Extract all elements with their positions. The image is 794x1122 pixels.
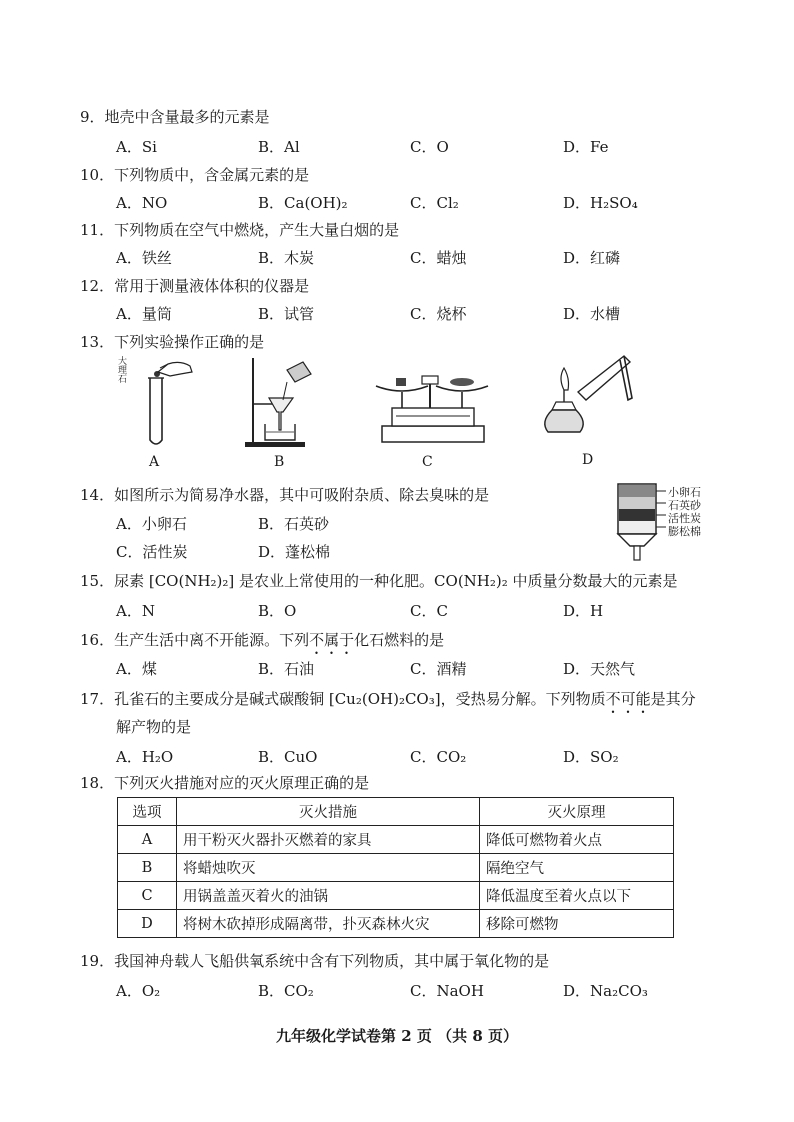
q12-option-a[interactable]: A．量筒: [116, 305, 172, 323]
question-18-stem: 18．下列灭火措施对应的灭火原理正确的是: [80, 774, 370, 792]
figure-a-test-tube: [120, 356, 200, 451]
q19-option-b[interactable]: B．CO₂: [258, 982, 314, 1000]
q16-option-d[interactable]: D．天然气: [563, 660, 636, 678]
q16-stem-post: 化石燃料的是: [354, 631, 445, 649]
q14-option-a[interactable]: A．小卵石: [116, 515, 187, 533]
q14-option-d[interactable]: D．蓬松棉: [258, 543, 331, 561]
question-9-stem: 9．地壳中含量最多的元素是: [80, 108, 270, 126]
figure-label-b: B: [274, 454, 285, 470]
q15-option-b[interactable]: B．O: [258, 602, 297, 620]
q12-option-b[interactable]: B．试管: [258, 305, 315, 323]
q15-option-a[interactable]: A．N: [116, 602, 155, 620]
table-cell-option: A: [118, 826, 177, 854]
table-row: [118, 826, 674, 854]
figure-b-filtration: [243, 352, 323, 452]
table-cell-measure: 将树木砍掉形成隔离带，扑灭森林火灾: [177, 910, 480, 938]
q17-option-c[interactable]: C．CO₂: [410, 748, 467, 766]
figure-label-c: C: [422, 454, 433, 470]
q11-option-b[interactable]: B．木炭: [258, 249, 315, 267]
q10-option-d[interactable]: D．H₂SO₄: [563, 194, 638, 212]
question-11-stem: 11．下列物质在空气中燃烧，产生大量白烟的是: [80, 221, 400, 239]
q11-option-d[interactable]: D．红磷: [563, 249, 621, 267]
q17-option-b[interactable]: B．CuO: [258, 748, 318, 766]
table-cell-option: D: [118, 910, 177, 938]
purifier-label-pebble: 小卵石: [668, 486, 701, 499]
table-cell-measure: 用锅盖盖灭着火的油锅: [177, 882, 480, 910]
q17-stem-emphasis: 不可能: [605, 690, 651, 708]
question-10-stem: 10．下列物质中，含金属元素的是: [80, 166, 310, 184]
q14-option-b[interactable]: B．石英砂: [258, 515, 330, 533]
q15-option-c[interactable]: C．C: [410, 602, 448, 620]
q19-option-c[interactable]: C．NaOH: [410, 982, 484, 1000]
figure-a-marble-label: 大理石: [116, 356, 126, 383]
q16-stem-pre: 16．生产生活中离不开能源。下列: [80, 631, 310, 649]
table-cell-principle: 隔绝空气: [480, 854, 674, 882]
figure-label-a: A: [149, 454, 160, 470]
q10-option-b[interactable]: B．Ca(OH)₂: [258, 194, 348, 212]
q19-option-a[interactable]: A．O₂: [116, 982, 161, 1000]
fire-extinguishing-table: [117, 797, 674, 938]
question-14-stem: 14．如图所示为简易净水器，其中可吸附杂质、除去臭味的是: [80, 486, 490, 504]
table-cell-measure: 用干粉灭火器扑灭燃着的家具: [177, 826, 480, 854]
table-header-measure: 灭火措施: [177, 798, 480, 826]
table-row: [118, 910, 674, 938]
q16-option-c[interactable]: C．酒精: [410, 660, 467, 678]
q9-option-d[interactable]: D．Fe: [563, 138, 609, 156]
table-row: [118, 882, 674, 910]
question-13-stem: 13．下列实验操作正确的是: [80, 333, 265, 351]
page-footer: 九年级化学试卷第 2 页 （共 8 页）: [276, 1027, 518, 1045]
q16-option-b[interactable]: B．石油: [258, 660, 315, 678]
table-header-option: 选项: [118, 798, 177, 826]
table-cell-option: B: [118, 854, 177, 882]
q9-option-b[interactable]: B．Al: [258, 138, 300, 156]
figure-d-alcohol-lamp: [538, 348, 633, 448]
table-row: [118, 854, 674, 882]
question-12-stem: 12．常用于测量液体体积的仪器是: [80, 277, 310, 295]
q17-option-d[interactable]: D．SO₂: [563, 748, 619, 766]
q12-option-c[interactable]: C．烧杯: [410, 305, 467, 323]
table-cell-measure: 将蜡烛吹灭: [177, 854, 480, 882]
q14-option-c[interactable]: C．活性炭: [116, 543, 188, 561]
q19-option-d[interactable]: D．Na₂CO₃: [563, 982, 648, 1000]
q16-stem-emphasis: 不属于: [309, 631, 355, 649]
q17-stem-pre: 17．孔雀石的主要成分是碱式碳酸铜 [Cu₂(OH)₂CO₃]，受热易分解。下列物质: [80, 690, 606, 708]
purifier-label-cotton: 膨松棉: [668, 525, 701, 538]
q9-option-c[interactable]: C．O: [410, 138, 449, 156]
q15-option-d[interactable]: D．H: [563, 602, 604, 620]
table-cell-option: C: [118, 882, 177, 910]
q17-option-a[interactable]: A．H₂O: [116, 748, 174, 766]
table-cell-principle: 降低可燃物着火点: [480, 826, 674, 854]
figure-c-balance: [370, 368, 495, 448]
q16-option-a[interactable]: A．煤: [116, 660, 157, 678]
q11-option-a[interactable]: A．铁丝: [116, 249, 172, 267]
purifier-label-carbon: 活性炭: [668, 512, 701, 525]
question-15-stem: 15．尿素 [CO(NH₂)₂] 是农业上常使用的一种化肥。CO(NH₂)₂ 中质量分数最大的元素是: [80, 572, 678, 590]
purifier-label-quartz: 石英砂: [668, 499, 701, 512]
question-17-stem-line2: 解产物的是: [116, 718, 192, 736]
q10-option-a[interactable]: A．NO: [116, 194, 168, 212]
question-17-stem: [80, 688, 696, 717]
q17-stem-post: 是其分: [650, 690, 696, 708]
q11-option-c[interactable]: C．蜡烛: [410, 249, 467, 267]
water-purifier-figure: [612, 480, 672, 570]
table-header-principle: 灭火原理: [480, 798, 674, 826]
question-19-stem: 19．我国神舟载人飞船供氧系统中含有下列物质，其中属于氧化物的是: [80, 952, 550, 970]
table-cell-principle: 降低温度至着火点以下: [480, 882, 674, 910]
table-header-row: [118, 798, 674, 826]
figure-label-d: D: [582, 452, 594, 468]
q9-option-a[interactable]: A．Si: [116, 138, 157, 156]
q10-option-c[interactable]: C．Cl₂: [410, 194, 459, 212]
table-cell-principle: 移除可燃物: [480, 910, 674, 938]
question-16-stem: [80, 629, 444, 658]
q12-option-d[interactable]: D．水槽: [563, 305, 621, 323]
